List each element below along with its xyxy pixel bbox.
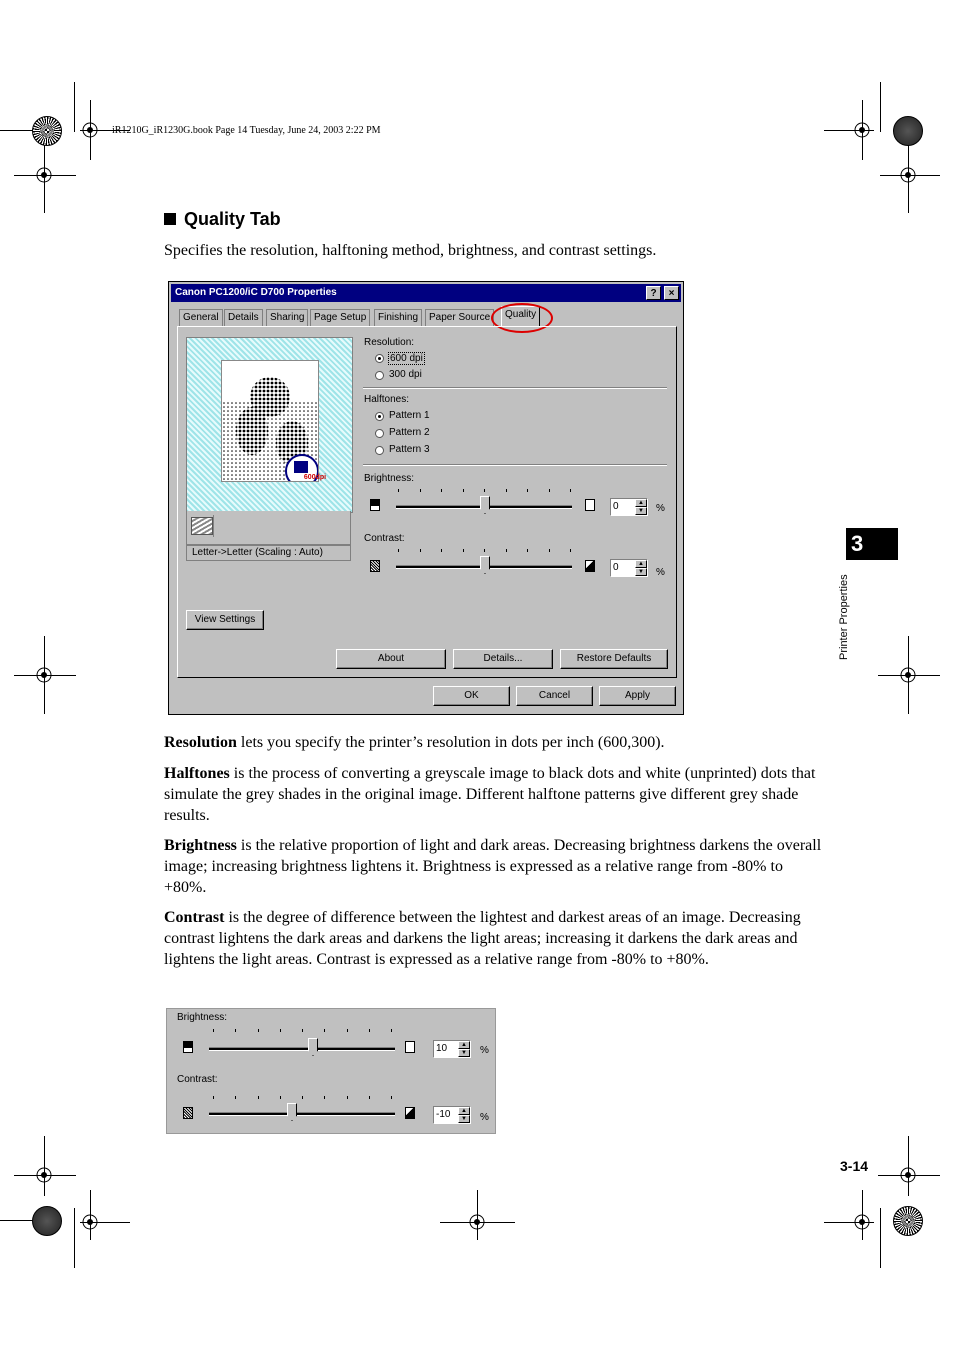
- example-contrast-thumb[interactable]: [287, 1103, 297, 1121]
- brightness-contrast-example: [166, 1008, 496, 1134]
- cancel-button[interactable]: Cancel: [516, 686, 593, 706]
- bullet-square-icon: [164, 213, 176, 225]
- close-button[interactable]: ×: [664, 286, 679, 300]
- slider-tick: [441, 549, 442, 552]
- registration-target-icon: [849, 117, 875, 143]
- ok-button[interactable]: OK: [433, 686, 510, 706]
- example-brightness-track[interactable]: [209, 1047, 395, 1051]
- registration-target-icon: [31, 162, 57, 188]
- registration-rosette-icon: [893, 1206, 923, 1236]
- tab-finishing[interactable]: Finishing: [374, 309, 422, 326]
- slider-tick: [549, 549, 550, 552]
- print-header-note: iR1210G_iR1230G.book Page 14 Tuesday, June 24, 2003 2:22 PM: [112, 125, 381, 136]
- slider-tick: [398, 549, 399, 552]
- slider-tick: [347, 1029, 348, 1032]
- preview-area: [186, 337, 353, 513]
- high-contrast-icon: [585, 560, 595, 572]
- registration-rosette-icon: [32, 1206, 62, 1236]
- tab-quality[interactable]: Quality: [501, 306, 540, 327]
- slider-tick: [441, 489, 442, 492]
- example-brightness-spinbox[interactable]: [433, 1040, 471, 1058]
- example-brightness-value: 10: [436, 1043, 448, 1054]
- slider-tick: [527, 549, 528, 552]
- dialog-titlebar: [171, 284, 681, 302]
- spin-down-icon[interactable]: ▼: [635, 507, 647, 515]
- percent-label: %: [480, 1112, 489, 1123]
- slider-tick: [324, 1096, 325, 1099]
- separator: [363, 387, 667, 389]
- tab-page-setup[interactable]: Page Setup: [310, 309, 370, 326]
- spin-up-icon[interactable]: ▲: [635, 560, 647, 568]
- slider-tick: [258, 1029, 259, 1032]
- light-icon: [405, 1041, 415, 1053]
- slider-tick: [398, 489, 399, 492]
- spin-up-icon[interactable]: ▲: [458, 1041, 470, 1049]
- contrast-spinbox[interactable]: [610, 559, 648, 577]
- restore-defaults-button[interactable]: Restore Defaults: [560, 649, 668, 669]
- separator: [363, 464, 667, 466]
- radio-pattern-2-label: Pattern 2: [389, 427, 430, 438]
- properties-dialog: [168, 281, 684, 715]
- slider-tick: [463, 549, 464, 552]
- example-brightness-label: Brightness:: [177, 1012, 228, 1023]
- light-icon: [585, 499, 595, 511]
- preview-image-icon: [222, 361, 318, 481]
- view-settings-button[interactable]: View Settings: [186, 610, 264, 630]
- resolution-label: Resolution:: [364, 337, 415, 348]
- slider-tick: [258, 1096, 259, 1099]
- details-button[interactable]: Details...: [453, 649, 553, 669]
- about-button[interactable]: About: [336, 649, 446, 669]
- radio-pattern-1[interactable]: [375, 412, 384, 421]
- slider-tick: [369, 1029, 370, 1032]
- radio-pattern-2[interactable]: [375, 429, 384, 438]
- radio-pattern-3-label: Pattern 3: [389, 444, 430, 455]
- slider-tick: [570, 549, 571, 552]
- section-title: Quality Tab: [164, 209, 281, 230]
- intro-text: Specifies the resolution, halftoning method, brightness, and contrast settings.: [164, 242, 657, 259]
- radio-600dpi[interactable]: [375, 354, 384, 363]
- slider-tick: [280, 1096, 281, 1099]
- brightness-spinbox[interactable]: [610, 498, 648, 516]
- registration-target-icon: [895, 162, 921, 188]
- spin-down-icon[interactable]: ▼: [458, 1049, 470, 1057]
- slider-tick: [484, 549, 485, 552]
- low-contrast-icon: [183, 1107, 193, 1119]
- slider-tick: [324, 1029, 325, 1032]
- registration-target-icon: [849, 1209, 875, 1235]
- slider-tick: [506, 489, 507, 492]
- slider-tick: [463, 489, 464, 492]
- example-contrast-label: Contrast:: [177, 1074, 218, 1085]
- page-number: 3-14: [840, 1158, 869, 1174]
- paragraph-contrast: Contrast is the degree of difference between the lightest and darkest areas of an image. Decreasing contrast lightens the dark areas and darkens the light areas; increasing it darkens the dark areas and lightens the light areas. Contrast is expressed as a relative range from -80% to +80%.: [164, 909, 801, 968]
- slider-tick: [302, 1096, 303, 1099]
- percent-label: %: [656, 567, 665, 578]
- registration-target-icon: [31, 662, 57, 688]
- spin-down-icon[interactable]: ▼: [635, 568, 647, 576]
- paragraph-brightness: Brightness is the relative proportion of light and dark areas. Decreasing brightness darkens the overall image; increasing brightness lightens it. Brightness is expressed as a relative range from -80% to +80%.: [164, 837, 822, 896]
- percent-label: %: [656, 503, 665, 514]
- slider-tick: [369, 1096, 370, 1099]
- help-button[interactable]: ?: [646, 286, 661, 300]
- slider-tick: [280, 1029, 281, 1032]
- example-contrast-spinbox[interactable]: [433, 1106, 471, 1124]
- low-contrast-icon: [370, 560, 380, 572]
- example-contrast-value: -10: [436, 1109, 451, 1120]
- brightness-slider-thumb[interactable]: [480, 496, 490, 514]
- slider-tick: [347, 1096, 348, 1099]
- slider-tick: [549, 489, 550, 492]
- preview-footer: [186, 511, 351, 545]
- contrast-slider-thumb[interactable]: [480, 556, 490, 574]
- registration-target-icon: [895, 1162, 921, 1188]
- registration-rosette-icon: [32, 116, 62, 146]
- spin-down-icon[interactable]: ▼: [458, 1115, 470, 1123]
- chapter-side-label: Printer Properties: [838, 574, 850, 660]
- tab-sharing[interactable]: Sharing: [266, 309, 308, 326]
- spin-up-icon[interactable]: ▲: [458, 1107, 470, 1115]
- registration-target-icon: [77, 1209, 103, 1235]
- slider-tick: [391, 1029, 392, 1032]
- radio-600dpi-label: 600 dpi: [390, 353, 423, 364]
- slider-tick: [420, 489, 421, 492]
- slider-tick: [420, 549, 421, 552]
- preview-page: [221, 360, 319, 482]
- dark-icon: [370, 499, 380, 511]
- percent-label: %: [480, 1045, 489, 1056]
- radio-pattern-1-label: Pattern 1: [389, 410, 430, 421]
- halftones-label: Halftones:: [364, 394, 410, 405]
- layout-label: Letter->Letter (Scaling : Auto): [186, 545, 351, 561]
- preview-dpi-badge: 600dpi: [303, 474, 327, 481]
- registration-target-icon: [464, 1209, 490, 1235]
- registration-target-icon: [895, 662, 921, 688]
- apply-button[interactable]: Apply: [599, 686, 676, 706]
- example-brightness-thumb[interactable]: [308, 1038, 318, 1056]
- radio-pattern-3[interactable]: [375, 446, 384, 455]
- tab-paper-source[interactable]: Paper Source: [425, 309, 494, 326]
- slider-tick: [213, 1096, 214, 1099]
- paragraph-halftones: Halftones is the process of converting a greyscale image to black dots and white (unprinted) dots that simulate the grey shades in the original image. Different halftone patterns give different grey shade results.: [164, 765, 816, 824]
- paper-stack-icon: [191, 517, 213, 535]
- contrast-label: Contrast:: [364, 533, 405, 544]
- slider-tick: [235, 1096, 236, 1099]
- dark-icon: [183, 1041, 193, 1053]
- radio-300dpi[interactable]: [375, 371, 384, 380]
- tab-details[interactable]: Details: [224, 309, 263, 326]
- spin-up-icon[interactable]: ▲: [635, 499, 647, 507]
- tab-general[interactable]: General: [179, 309, 223, 326]
- slider-tick: [506, 549, 507, 552]
- registration-target-icon: [77, 117, 103, 143]
- slider-tick: [527, 489, 528, 492]
- example-contrast-track[interactable]: [209, 1112, 395, 1116]
- slider-tick: [235, 1029, 236, 1032]
- radio-300dpi-label: 300 dpi: [389, 369, 422, 380]
- high-contrast-icon: [405, 1107, 415, 1119]
- brightness-label: Brightness:: [364, 473, 415, 484]
- slider-tick: [570, 489, 571, 492]
- slider-tick: [391, 1096, 392, 1099]
- brightness-value: 0: [613, 501, 619, 512]
- paragraph-resolution: Resolution lets you specify the printer’s resolution in dots per inch (600,300).: [164, 734, 665, 751]
- slider-tick: [484, 489, 485, 492]
- dialog-title: Canon PC1200/iC D700 Properties: [175, 287, 337, 298]
- chapter-tab: 3: [846, 528, 898, 560]
- slider-tick: [302, 1029, 303, 1032]
- registration-target-icon: [31, 1162, 57, 1188]
- quality-panel: [177, 326, 677, 678]
- registration-rosette-icon: [893, 116, 923, 146]
- slider-tick: [213, 1029, 214, 1032]
- contrast-value: 0: [613, 562, 619, 573]
